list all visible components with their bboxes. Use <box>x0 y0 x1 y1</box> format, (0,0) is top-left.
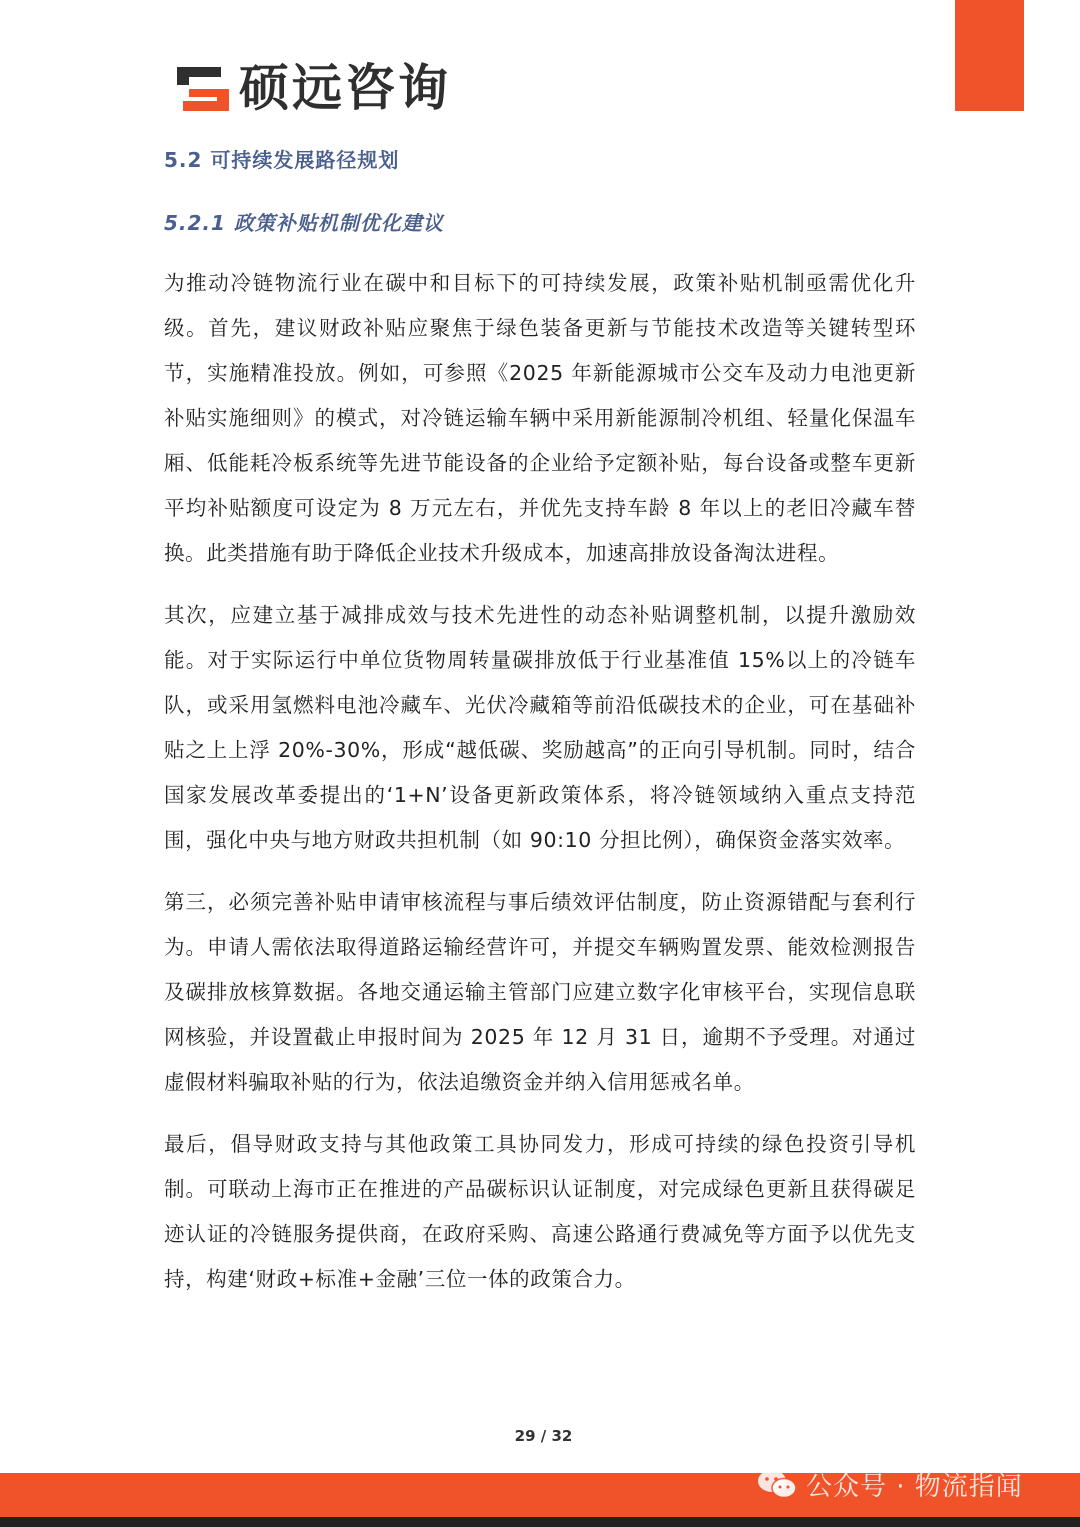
section-heading: 5.2 可持续发展路径规划 <box>164 148 400 172</box>
body-text <box>164 261 916 1319</box>
page-number: 29 / 32 <box>514 1427 573 1445</box>
footer-dark-strip <box>0 1517 1080 1527</box>
top-accent-bar <box>955 0 1024 111</box>
paragraph: 第三，必须完善补贴申请审核流程与事后绩效评估制度，防止资源错配与套利行为。申请人需依法取得道路运输经营许可，并提交车辆购置发票、能效检测报告及碳排放核算数据。各地交通运输主管部门应建立数字化审核平台，实现信息联网核验，并设置截止申报时间为 2025 年 12 月 31 日，逾期不予受理。对通过虚假材料骗取补贴的行为，依法追缴资金并纳入信用惩戒名单。 <box>164 890 916 1094</box>
subsection-heading: 5.2.1 政策补贴机制优化建议 <box>164 211 444 235</box>
brand-name: 硕远咨询 <box>239 59 451 117</box>
paragraph: 其次，应建立基于减排成效与技术先进性的动态补贴调整机制，以提升激励效能。对于实际运行中单位货物周转量碳排放低于行业基准值 15%以上的冷链车队，或采用氢燃料电池冷藏车、光伏冷藏箱等前沿低碳技术的企业，可在基础补贴之上上浮 20%-30%，形成“越低碳、奖励越高”的正向引导机制。同时，结合国家发展改革委提出的‘1+N’设备更新政策体系，将冷链领域纳入重点支持范围，强化中央与地方财政共担机制（如 90:10 分担比例），确保资金落实效率。 <box>164 603 916 852</box>
paragraph: 最后，倡导财政支持与其他政策工具协同发力，形成可持续的绿色投资引导机制。可联动上海市正在推进的产品碳标识认证制度，对完成绿色更新且获得碳足迹认证的冷链服务提供商，在政府采购、高速公路通行费减免等方面予以优先支持，构建‘财政+标准+金融’三位一体的政策合力。 <box>164 1132 916 1291</box>
paragraph: 为推动冷链物流行业在碳中和目标下的可持续发展，政策补贴机制亟需优化升级。首先，建议财政补贴应聚焦于绿色装备更新与节能技术改造等关键转型环节，实施精准投放。例如，可参照《2025 年新能源城市公交车及动力电池更新补贴实施细则》的模式，对冷链运输车辆中采用新能源制冷机组、轻量化保温车厢、低能耗冷板系统等先进节能设备的企业给予定额补贴，每台设备或整车更新平均补贴额度可设定为 8 万元左右，并优先支持车龄 8 年以上的老旧冷藏车替换。此类措施有助于降低企业技术升级成本，加速高排放设备淘汰进程。 <box>164 271 916 565</box>
wechat-icon <box>756 1468 798 1500</box>
watermark <box>756 1466 1023 1502</box>
watermark-text: 公众号 · 物流指闻 <box>806 1471 1023 1502</box>
brand-logo-icon <box>175 63 231 113</box>
brand-header <box>175 58 451 118</box>
